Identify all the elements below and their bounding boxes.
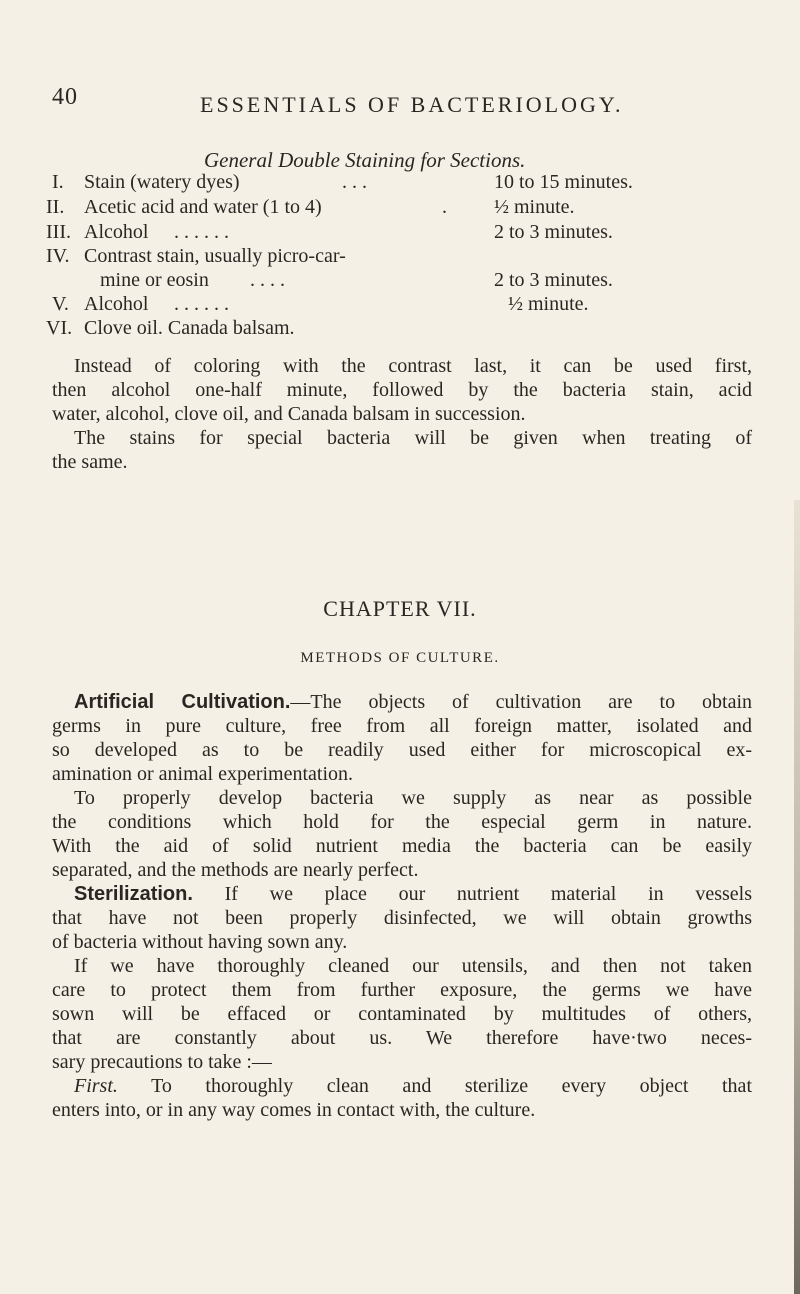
chapter-title: CHAPTER VII. xyxy=(323,596,477,621)
text-line: care to protect them from further exposure, the germs we have xyxy=(52,979,752,1001)
text-line: water, alcohol, clove oil, and Canada balsam in succession. xyxy=(52,403,526,425)
text-line: of bacteria without having sown any. xyxy=(52,931,348,953)
step-text: Alcohol xyxy=(84,221,149,243)
staining-step-4 xyxy=(46,244,346,268)
text-line: the same. xyxy=(52,451,128,473)
step-dots: . . . . . . xyxy=(174,293,229,315)
step-time: 10 to 15 minutes. xyxy=(494,171,633,193)
step-time: 2 to 3 minutes. xyxy=(494,269,613,291)
step-text: Stain (watery dyes) xyxy=(84,171,240,193)
text-line: separated, and the methods are nearly perfect. xyxy=(52,859,419,881)
step-dots: . . . xyxy=(342,171,367,193)
text-fragment: —The objects of cultivation are to obtain xyxy=(290,691,753,713)
text-line: that are constantly about us. We therefore have·two neces- xyxy=(52,1027,752,1049)
text-line xyxy=(52,1074,752,1098)
chapter-subtitle: METHODS OF CULTURE. xyxy=(300,650,500,666)
step-text: Clove oil. Canada balsam. xyxy=(84,317,295,339)
step-number: I. xyxy=(52,171,64,193)
paragraph-lead: Sterilization. xyxy=(74,883,193,905)
staining-step-4-cont xyxy=(100,268,613,292)
table-title: General Double Staining for Sections. xyxy=(204,148,526,172)
text-line: enters into, or in any way comes in contact with, the culture. xyxy=(52,1099,536,1121)
text-line: If we have thoroughly cleaned our utensils, and then not taken xyxy=(74,955,752,977)
step-text: Alcohol xyxy=(84,293,149,315)
staining-step-2 xyxy=(46,195,575,219)
step-text: Contrast stain, usually picro-car- xyxy=(84,245,346,267)
text-line: so developed as to be readily used either for microscopical ex- xyxy=(52,739,752,761)
step-dots: . . . . . . xyxy=(174,221,229,243)
staining-step-3 xyxy=(46,220,613,244)
step-text: mine or eosin xyxy=(100,269,209,291)
text-line xyxy=(52,690,752,714)
step-text: Acetic acid and water (1 to 4) xyxy=(84,196,322,218)
paragraph-artificial-cultivation xyxy=(52,690,752,786)
staining-step-6 xyxy=(46,316,295,340)
paragraph-sterilization xyxy=(52,882,752,954)
paragraph-lead: Artificial Cultivation. xyxy=(74,691,291,713)
step-time: 2 to 3 minutes. xyxy=(494,221,613,243)
intro-paragraph-2 xyxy=(52,426,752,474)
text-line: The stains for special bacteria will be given when treating of xyxy=(74,427,752,449)
step-number: V. xyxy=(52,293,69,315)
step-number: III. xyxy=(46,221,71,243)
paragraph-develop-bacteria xyxy=(52,786,752,882)
text-line: With the aid of solid nutrient media the bacteria can be easily xyxy=(52,835,752,857)
paragraph-lead: First. xyxy=(74,1075,118,1097)
step-number: VI. xyxy=(46,317,73,339)
text-line: amination or animal experimentation. xyxy=(52,763,354,785)
intro-paragraph-1 xyxy=(52,354,752,426)
page-edge-shadow xyxy=(794,500,800,1294)
running-head: ESSENTIALS OF BACTERIOLOGY. xyxy=(200,92,624,117)
step-time: ½ minute. xyxy=(494,196,575,218)
text-line: To properly develop bacteria we supply as near as possible xyxy=(74,787,752,809)
text-line: Instead of coloring with the contrast last, it can be used first, xyxy=(74,355,752,377)
text-fragment: If we place our nutrient material in vessels xyxy=(192,883,752,905)
text-fragment: To thoroughly clean and sterilize every object that xyxy=(117,1075,752,1097)
step-number: II. xyxy=(46,196,65,218)
paragraph-utensils xyxy=(52,954,752,1074)
text-line: germs in pure culture, free from all foreign matter, isolated and xyxy=(52,715,752,737)
page-number: 40 xyxy=(52,84,78,110)
step-dots: . . . . xyxy=(250,269,285,291)
staining-step-5 xyxy=(52,292,589,316)
text-line xyxy=(52,882,752,906)
text-line: the conditions which hold for the especial germ in nature. xyxy=(52,811,752,833)
text-line: then alcohol one-half minute, followed by the bacteria stain, acid xyxy=(52,379,752,401)
step-dots: . xyxy=(442,196,447,218)
text-line: that have not been properly disinfected, we will obtain growths xyxy=(52,907,752,929)
step-number: IV. xyxy=(46,245,70,267)
text-line: sown will be effaced or contaminated by multitudes of others, xyxy=(52,1003,752,1025)
step-time: ½ minute. xyxy=(508,293,589,315)
text-line: sary precautions to take :— xyxy=(52,1051,272,1073)
staining-step-1 xyxy=(52,170,633,194)
paragraph-first xyxy=(52,1074,752,1122)
